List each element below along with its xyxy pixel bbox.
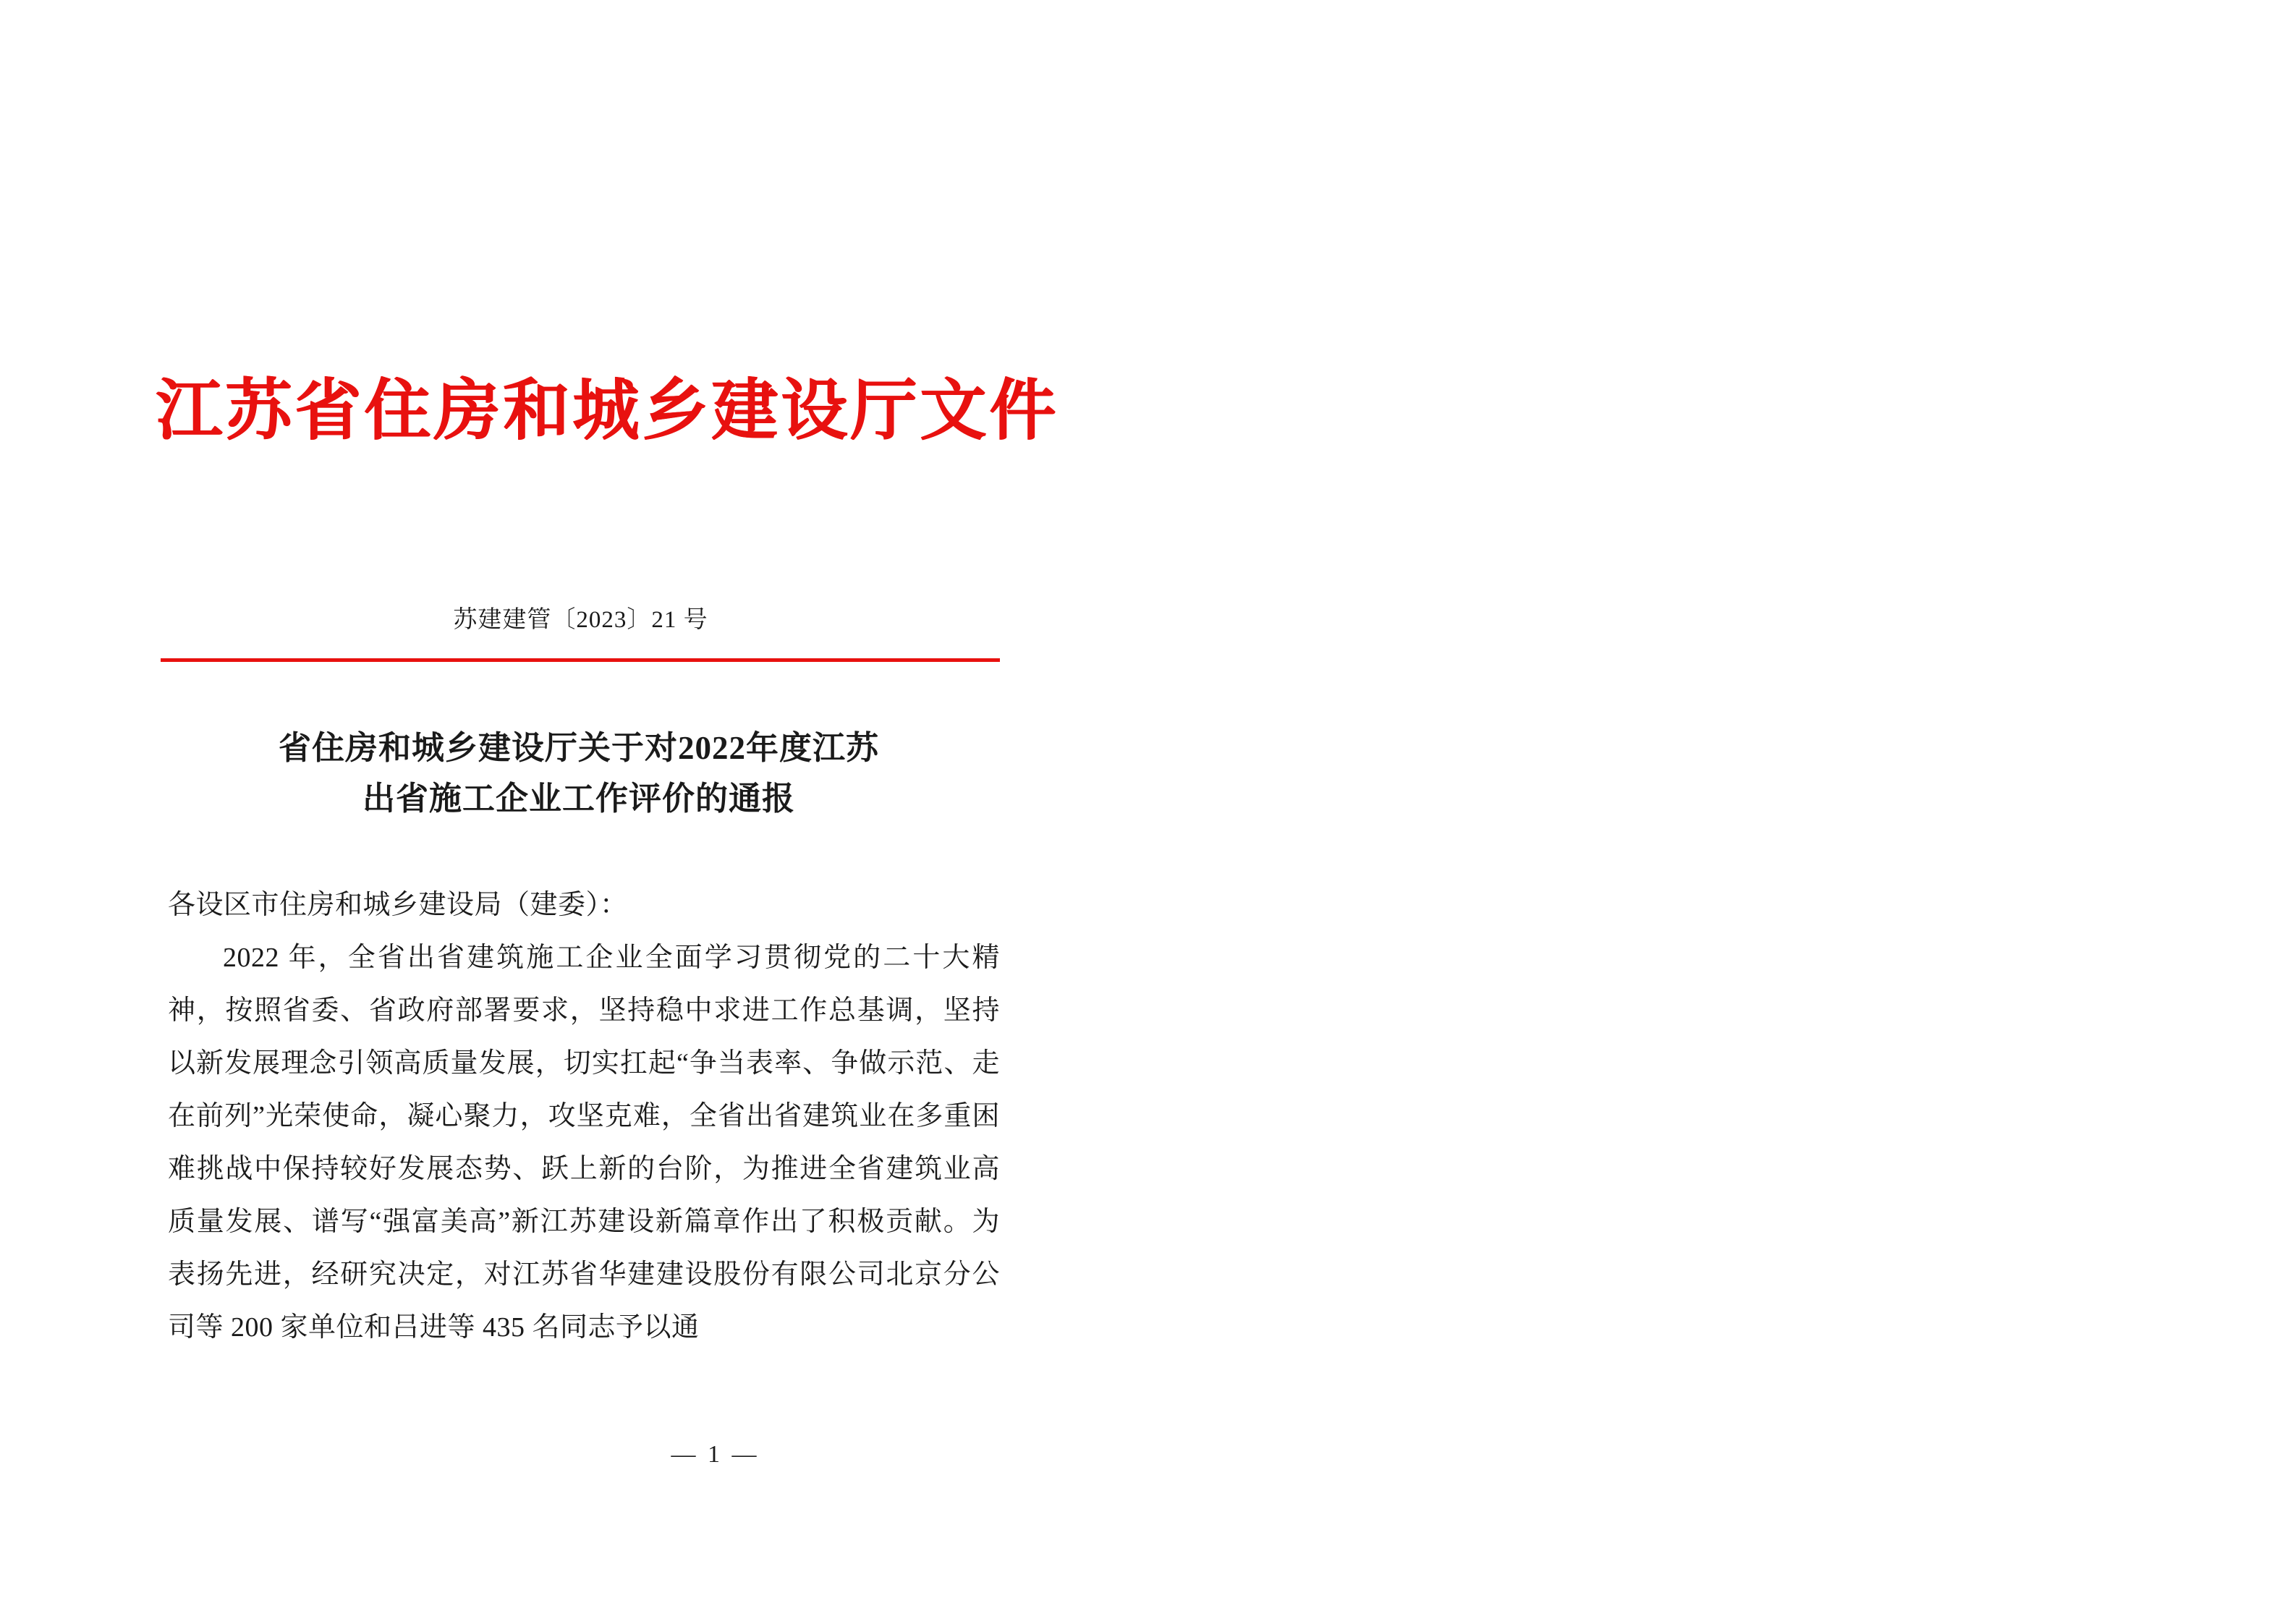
document-number: 苏建建管〔2023〕21 号 xyxy=(453,607,708,633)
page-title-line-1: 省住房和城乡建设厅关于对2022年度江苏 xyxy=(278,730,879,766)
letterhead-title: 江苏省住房和城乡建设厅文件 xyxy=(156,374,1059,448)
body-text-left xyxy=(168,879,1000,1354)
page-right xyxy=(1141,0,2282,1624)
page-number-right xyxy=(2181,1441,2282,1468)
salutation: 各设区市住房和城乡建设局（建委）： xyxy=(168,890,628,920)
body-paragraph-1: 2022 年，全省出省建筑施工企业全面学习贯彻党的二十大精神，按照省委、省政府部署要求，坚持稳中求进工作总基调，坚持以新发展理念引领高质量发展，切实扛起“争当表率、争做示范、走在前列”光荣使命，凝心聚力，攻坚克难，全省出省建筑业在多重困难挑战中保持较好发展态势、跃上新的台阶，为推进全省建筑业高质量发展、谱写“强富美高”新江苏建设新篇章作出了积极贡献。为表扬先进，经研究决定，对江苏省华建建设股份有限公司北京分公司等 200 家单位和吕进等 435 名同志予以通 xyxy=(168,942,1000,1343)
page-title xyxy=(181,723,977,825)
red-divider-rule xyxy=(161,658,1000,662)
letterhead xyxy=(156,374,1059,448)
page-number-left: — 1 — xyxy=(671,1441,760,1468)
page-title-line-2: 出省施工企业工作评价的通报 xyxy=(362,780,795,817)
